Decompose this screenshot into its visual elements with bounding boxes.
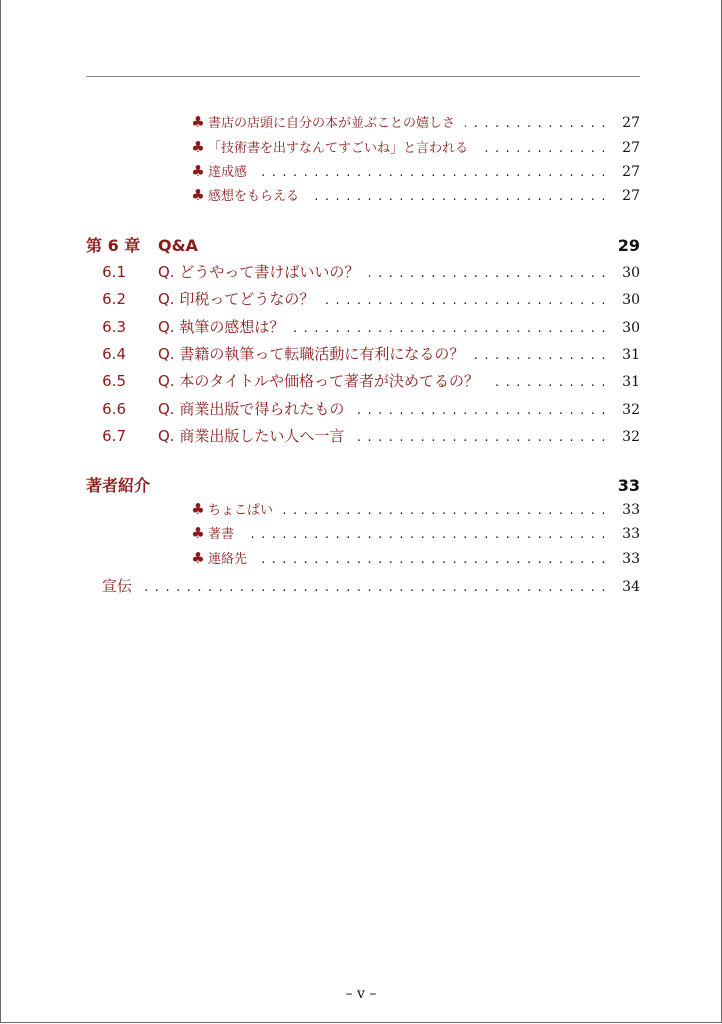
leader-dots [478, 141, 612, 156]
section-number: 6.6 [102, 400, 126, 418]
leader-dots [465, 116, 612, 131]
leader-dots [294, 321, 612, 336]
section-number: 6.3 [102, 318, 126, 336]
section-number: 6.2 [102, 290, 126, 308]
toc-entry[interactable] [86, 548, 640, 567]
toc-entry-title: 書店の店頭に自分の本が並ぶことの嬉しさ [208, 116, 456, 131]
section-page: 30 [622, 292, 640, 308]
club-icon: ♣ [191, 500, 205, 518]
section-title: Q. 商業出版で得られたもの [158, 400, 345, 418]
toc-entry[interactable] [86, 137, 640, 156]
leader-dots [369, 266, 612, 281]
toc-section[interactable] [86, 288, 640, 309]
toc-entry[interactable] [86, 499, 640, 518]
leader-dots [324, 293, 612, 308]
leader-dots [474, 348, 612, 363]
toc-section[interactable] [86, 425, 640, 446]
toc-section[interactable] [86, 316, 640, 337]
club-icon: ♣ [191, 186, 205, 204]
section-title: Q. 書籍の執筆って転職活動に有利になるの？ [158, 345, 465, 363]
chapter-title: Q&A [158, 236, 198, 255]
leader-dots [309, 189, 612, 204]
section-title: Q. 本のタイトルや価格って著者が決めてるの？ [158, 372, 480, 390]
toc-entry-title: 達成感 [208, 165, 248, 180]
toc-chapter-6[interactable] [86, 233, 640, 256]
toc-entry-page: 27 [622, 164, 640, 180]
leader-dots [489, 375, 612, 390]
chapter-page: 29 [617, 236, 640, 255]
toc-entry-title: 連絡先 [208, 552, 248, 567]
toc-entry-page: 27 [622, 115, 640, 131]
toc-entry-page: 33 [622, 502, 640, 518]
club-icon: ♣ [191, 524, 205, 542]
club-icon: ♣ [191, 113, 205, 131]
toc-section[interactable] [86, 343, 640, 364]
club-icon: ♣ [191, 162, 205, 180]
leader-dots [283, 503, 612, 518]
section-page: 32 [622, 429, 640, 445]
header-rule [86, 76, 640, 77]
section-number: 6.5 [102, 372, 126, 390]
section-number: 6.1 [102, 263, 126, 281]
chapter-title: 著者紹介 [86, 476, 151, 495]
club-icon: ♣ [191, 138, 205, 156]
club-icon: ♣ [191, 549, 205, 567]
section-title: Q. 執筆の感想は？ [158, 318, 285, 336]
promo-title: 宣伝 [102, 577, 133, 595]
toc-section[interactable] [86, 398, 640, 419]
section-number: 6.4 [102, 345, 126, 363]
page-number-footer: – v – [345, 986, 377, 1002]
section-page: 30 [622, 265, 640, 281]
toc-chapter-author[interactable] [86, 473, 640, 496]
promo-page: 34 [622, 579, 640, 595]
leader-dots [354, 403, 612, 418]
toc-entry-title: 「技術書を出すなんてすごいね」と言われる [208, 141, 469, 156]
toc-entry-title: 感想をもらえる [208, 189, 300, 204]
toc-section[interactable] [86, 261, 640, 282]
chapter-number: 第 6 章 [86, 236, 141, 255]
toc-entry-title: ちょこぱい [208, 503, 274, 518]
toc-entry-title: 著書 [208, 527, 235, 542]
leader-dots [257, 552, 612, 567]
toc-entry-page: 33 [622, 526, 640, 542]
section-page: 32 [622, 402, 640, 418]
leader-dots [244, 527, 612, 542]
leader-dots [142, 580, 612, 595]
section-title: Q. 印税ってどうなの？ [158, 290, 315, 308]
section-page: 31 [622, 347, 640, 363]
leader-dots [257, 165, 612, 180]
toc-entry[interactable] [86, 185, 640, 204]
leader-dots [354, 430, 612, 445]
toc-promo[interactable] [86, 575, 640, 596]
toc-entry-page: 27 [622, 140, 640, 156]
toc-entry[interactable] [86, 161, 640, 180]
toc-entry[interactable] [86, 112, 640, 131]
toc-entry-page: 33 [622, 551, 640, 567]
toc-entry[interactable] [86, 523, 640, 542]
toc-entry-page: 27 [622, 188, 640, 204]
section-number: 6.7 [102, 427, 126, 445]
section-title: Q. 商業出版したい人へ一言 [158, 427, 345, 445]
chapter-page: 33 [617, 476, 640, 495]
toc-section[interactable] [86, 370, 640, 391]
section-page: 30 [622, 320, 640, 336]
section-page: 31 [622, 374, 640, 390]
section-title: Q. どうやって書けばいいの？ [158, 263, 360, 281]
